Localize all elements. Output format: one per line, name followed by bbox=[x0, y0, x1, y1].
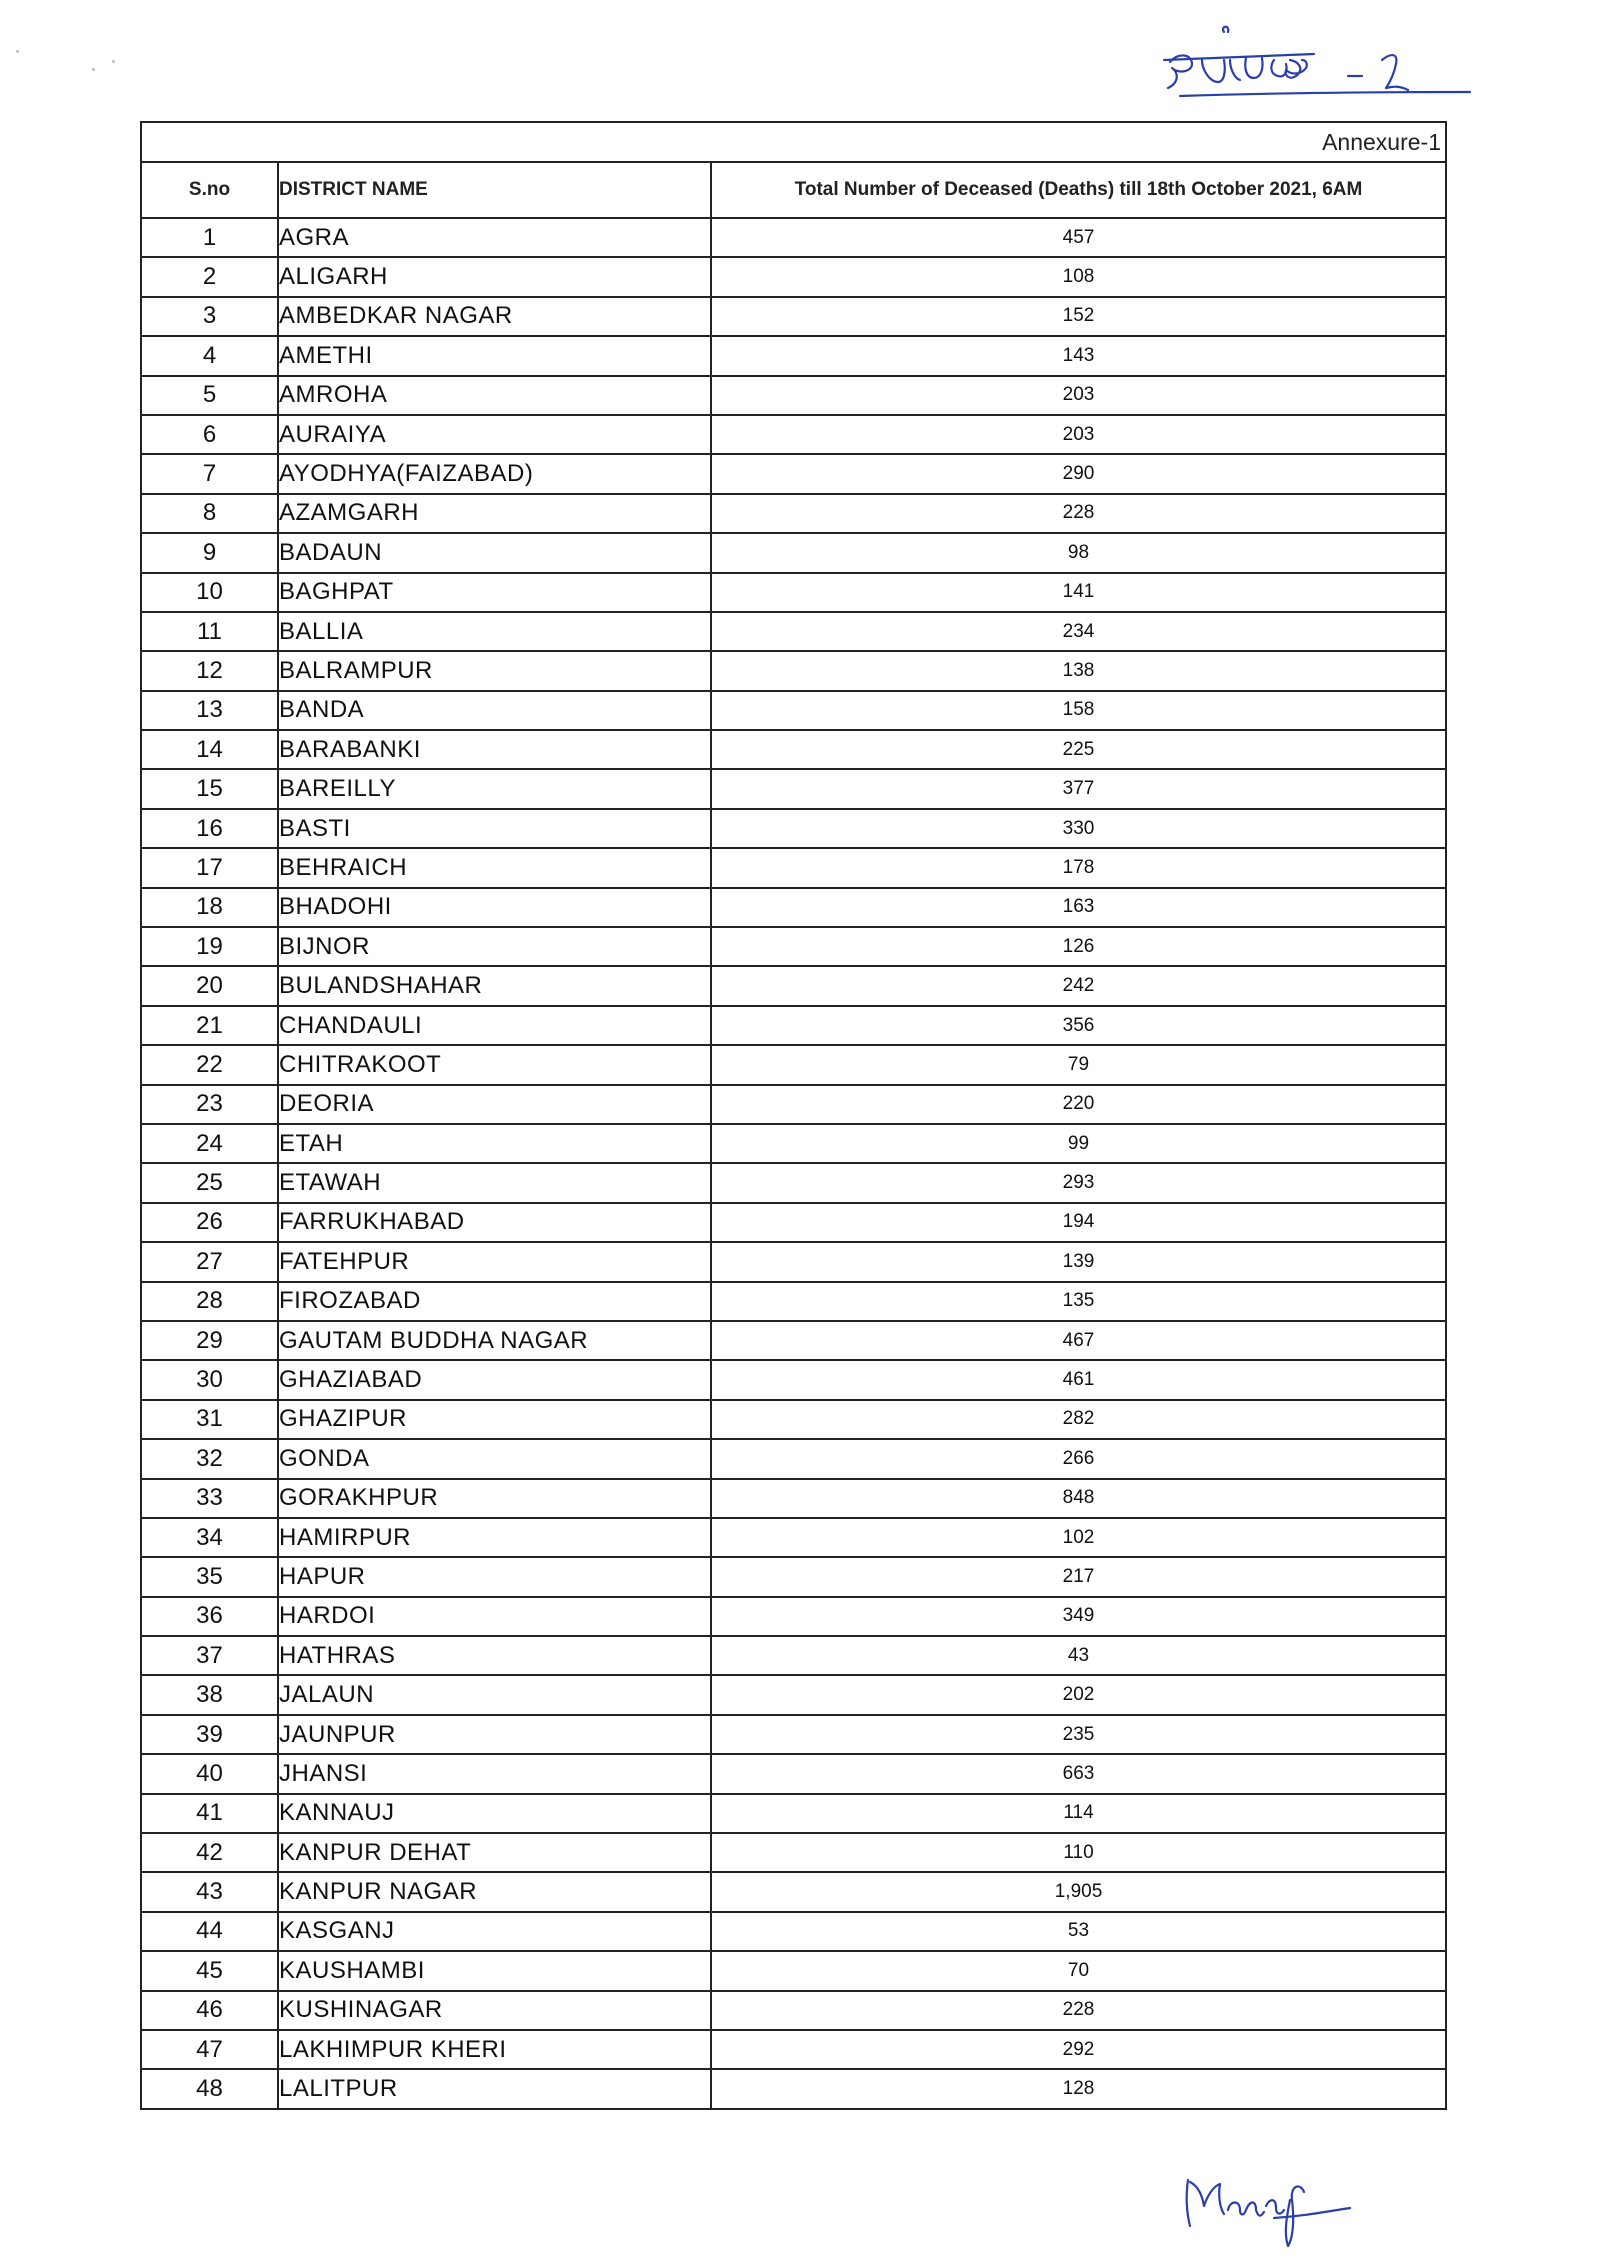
table-row bbox=[142, 2069, 1445, 2108]
cell-total-deaths: 242 bbox=[711, 966, 1445, 1005]
cell-district-name: KANPUR DEHAT bbox=[278, 1833, 711, 1872]
cell-district-name: AZAMGARH bbox=[278, 494, 711, 533]
cell-sno: 4 bbox=[142, 336, 278, 375]
table-row bbox=[142, 376, 1445, 415]
cell-total-deaths: 848 bbox=[711, 1479, 1445, 1518]
cell-total-deaths: 98 bbox=[711, 533, 1445, 572]
table-row bbox=[142, 1124, 1445, 1163]
cell-total-deaths: 53 bbox=[711, 1912, 1445, 1951]
cell-district-name: FATEHPUR bbox=[278, 1242, 711, 1281]
cell-district-name: GHAZIPUR bbox=[278, 1400, 711, 1439]
cell-sno: 33 bbox=[142, 1479, 278, 1518]
cell-sno: 18 bbox=[142, 888, 278, 927]
cell-sno: 14 bbox=[142, 730, 278, 769]
scan-speck bbox=[16, 50, 19, 53]
cell-district-name: BHADOHI bbox=[278, 888, 711, 927]
table-row bbox=[142, 1479, 1445, 1518]
table-row bbox=[142, 533, 1445, 572]
cell-total-deaths: 282 bbox=[711, 1400, 1445, 1439]
cell-district-name: JHANSI bbox=[278, 1754, 711, 1793]
cell-sno: 17 bbox=[142, 848, 278, 887]
cell-sno: 34 bbox=[142, 1518, 278, 1557]
cell-sno: 43 bbox=[142, 1872, 278, 1911]
cell-sno: 16 bbox=[142, 809, 278, 848]
cell-sno: 44 bbox=[142, 1912, 278, 1951]
table-row bbox=[142, 1597, 1445, 1636]
cell-sno: 47 bbox=[142, 2030, 278, 2069]
cell-sno: 23 bbox=[142, 1085, 278, 1124]
cell-sno: 10 bbox=[142, 573, 278, 612]
cell-total-deaths: 126 bbox=[711, 927, 1445, 966]
table-row bbox=[142, 1360, 1445, 1399]
table-row bbox=[142, 415, 1445, 454]
table-row bbox=[142, 1872, 1445, 1911]
table-row bbox=[142, 1045, 1445, 1084]
annexure-label-row bbox=[142, 123, 1445, 163]
cell-total-deaths: 266 bbox=[711, 1439, 1445, 1478]
table-row bbox=[142, 612, 1445, 651]
table-row bbox=[142, 966, 1445, 1005]
table-row bbox=[142, 257, 1445, 296]
cell-total-deaths: 99 bbox=[711, 1124, 1445, 1163]
cell-district-name: KANPUR NAGAR bbox=[278, 1872, 711, 1911]
cell-district-name: BARABANKI bbox=[278, 730, 711, 769]
table-row bbox=[142, 1321, 1445, 1360]
cell-sno: 25 bbox=[142, 1163, 278, 1202]
cell-total-deaths: 203 bbox=[711, 415, 1445, 454]
cell-total-deaths: 292 bbox=[711, 2030, 1445, 2069]
cell-sno: 3 bbox=[142, 297, 278, 336]
cell-district-name: BEHRAICH bbox=[278, 848, 711, 887]
cell-total-deaths: 234 bbox=[711, 612, 1445, 651]
cell-total-deaths: 225 bbox=[711, 730, 1445, 769]
cell-district-name: KANNAUJ bbox=[278, 1794, 711, 1833]
cell-district-name: KUSHINAGAR bbox=[278, 1991, 711, 2030]
cell-total-deaths: 202 bbox=[711, 1675, 1445, 1714]
cell-total-deaths: 128 bbox=[711, 2069, 1445, 2108]
cell-total-deaths: 102 bbox=[711, 1518, 1445, 1557]
cell-sno: 36 bbox=[142, 1597, 278, 1636]
table-row bbox=[142, 809, 1445, 848]
cell-total-deaths: 43 bbox=[711, 1636, 1445, 1675]
cell-total-deaths: 141 bbox=[711, 573, 1445, 612]
cell-sno: 12 bbox=[142, 651, 278, 690]
cell-sno: 40 bbox=[142, 1754, 278, 1793]
table-row bbox=[142, 1754, 1445, 1793]
cell-total-deaths: 228 bbox=[711, 494, 1445, 533]
cell-sno: 28 bbox=[142, 1282, 278, 1321]
table-row bbox=[142, 1242, 1445, 1281]
table-row bbox=[142, 1085, 1445, 1124]
table-row bbox=[142, 1951, 1445, 1990]
table-row bbox=[142, 730, 1445, 769]
cell-district-name: BASTI bbox=[278, 809, 711, 848]
cell-district-name: BALRAMPUR bbox=[278, 651, 711, 690]
table-row bbox=[142, 2030, 1445, 2069]
cell-total-deaths: 194 bbox=[711, 1203, 1445, 1242]
cell-total-deaths: 235 bbox=[711, 1715, 1445, 1754]
cell-sno: 8 bbox=[142, 494, 278, 533]
cell-total-deaths: 228 bbox=[711, 1991, 1445, 2030]
cell-sno: 21 bbox=[142, 1006, 278, 1045]
handwritten-signature bbox=[1170, 2160, 1370, 2250]
annexure-table-sheet bbox=[140, 121, 1447, 2110]
cell-total-deaths: 108 bbox=[711, 257, 1445, 296]
cell-total-deaths: 290 bbox=[711, 454, 1445, 493]
table-body bbox=[142, 218, 1445, 2109]
cell-total-deaths: 143 bbox=[711, 336, 1445, 375]
cell-total-deaths: 135 bbox=[711, 1282, 1445, 1321]
cell-sno: 35 bbox=[142, 1557, 278, 1596]
cell-district-name: BULANDSHAHAR bbox=[278, 966, 711, 1005]
cell-total-deaths: 163 bbox=[711, 888, 1445, 927]
cell-district-name: HAMIRPUR bbox=[278, 1518, 711, 1557]
cell-sno: 39 bbox=[142, 1715, 278, 1754]
table-row bbox=[142, 297, 1445, 336]
table-row bbox=[142, 1439, 1445, 1478]
cell-total-deaths: 158 bbox=[711, 691, 1445, 730]
cell-total-deaths: 377 bbox=[711, 769, 1445, 808]
cell-district-name: GONDA bbox=[278, 1439, 711, 1478]
table-row bbox=[142, 1203, 1445, 1242]
cell-district-name: HARDOI bbox=[278, 1597, 711, 1636]
table-row bbox=[142, 1006, 1445, 1045]
cell-total-deaths: 663 bbox=[711, 1754, 1445, 1793]
table-row bbox=[142, 1400, 1445, 1439]
cell-district-name: BAREILLY bbox=[278, 769, 711, 808]
cell-total-deaths: 203 bbox=[711, 376, 1445, 415]
cell-district-name: JALAUN bbox=[278, 1675, 711, 1714]
cell-district-name: ETAH bbox=[278, 1124, 711, 1163]
cell-total-deaths: 220 bbox=[711, 1085, 1445, 1124]
cell-sno: 24 bbox=[142, 1124, 278, 1163]
cell-sno: 26 bbox=[142, 1203, 278, 1242]
table-row bbox=[142, 494, 1445, 533]
cell-district-name: HAPUR bbox=[278, 1557, 711, 1596]
cell-district-name: GORAKHPUR bbox=[278, 1479, 711, 1518]
cell-district-name: AYODHYA(FAIZABAD) bbox=[278, 454, 711, 493]
cell-sno: 37 bbox=[142, 1636, 278, 1675]
district-deaths-table bbox=[142, 163, 1445, 2110]
header-sno: S.no bbox=[142, 163, 278, 218]
table-row bbox=[142, 1991, 1445, 2030]
cell-total-deaths: 79 bbox=[711, 1045, 1445, 1084]
cell-sno: 32 bbox=[142, 1439, 278, 1478]
cell-total-deaths: 110 bbox=[711, 1833, 1445, 1872]
cell-sno: 5 bbox=[142, 376, 278, 415]
cell-district-name: BALLIA bbox=[278, 612, 711, 651]
cell-total-deaths: 139 bbox=[711, 1242, 1445, 1281]
cell-sno: 2 bbox=[142, 257, 278, 296]
cell-sno: 22 bbox=[142, 1045, 278, 1084]
table-row bbox=[142, 218, 1445, 257]
cell-sno: 46 bbox=[142, 1991, 278, 2030]
cell-sno: 7 bbox=[142, 454, 278, 493]
cell-district-name: AMBEDKAR NAGAR bbox=[278, 297, 711, 336]
cell-district-name: CHITRAKOOT bbox=[278, 1045, 711, 1084]
cell-sno: 42 bbox=[142, 1833, 278, 1872]
table-row bbox=[142, 1163, 1445, 1202]
cell-district-name: AMROHA bbox=[278, 376, 711, 415]
annexure-label: Annexure-1 bbox=[1322, 129, 1441, 155]
cell-district-name: GAUTAM BUDDHA NAGAR bbox=[278, 1321, 711, 1360]
cell-total-deaths: 1,905 bbox=[711, 1872, 1445, 1911]
table-row bbox=[142, 691, 1445, 730]
table-row bbox=[142, 1912, 1445, 1951]
cell-sno: 29 bbox=[142, 1321, 278, 1360]
cell-sno: 41 bbox=[142, 1794, 278, 1833]
cell-district-name: GHAZIABAD bbox=[278, 1360, 711, 1399]
cell-total-deaths: 114 bbox=[711, 1794, 1445, 1833]
header-district-name: DISTRICT NAME bbox=[278, 163, 711, 218]
cell-sno: 9 bbox=[142, 533, 278, 572]
scan-speck bbox=[112, 60, 115, 63]
table-row bbox=[142, 888, 1445, 927]
cell-district-name: HATHRAS bbox=[278, 1636, 711, 1675]
cell-district-name: JAUNPUR bbox=[278, 1715, 711, 1754]
cell-district-name: ETAWAH bbox=[278, 1163, 711, 1202]
cell-district-name: ALIGARH bbox=[278, 257, 711, 296]
handwritten-annexure-note bbox=[1150, 20, 1480, 110]
cell-total-deaths: 138 bbox=[711, 651, 1445, 690]
cell-sno: 31 bbox=[142, 1400, 278, 1439]
cell-total-deaths: 349 bbox=[711, 1597, 1445, 1636]
scan-speck bbox=[92, 68, 95, 71]
cell-sno: 30 bbox=[142, 1360, 278, 1399]
cell-total-deaths: 330 bbox=[711, 809, 1445, 848]
cell-district-name: AGRA bbox=[278, 218, 711, 257]
cell-sno: 45 bbox=[142, 1951, 278, 1990]
cell-district-name: LALITPUR bbox=[278, 2069, 711, 2108]
cell-sno: 19 bbox=[142, 927, 278, 966]
cell-sno: 38 bbox=[142, 1675, 278, 1714]
table-row bbox=[142, 651, 1445, 690]
cell-district-name: FIROZABAD bbox=[278, 1282, 711, 1321]
cell-district-name: AURAIYA bbox=[278, 415, 711, 454]
cell-district-name: BANDA bbox=[278, 691, 711, 730]
table-row bbox=[142, 1282, 1445, 1321]
table-row bbox=[142, 1833, 1445, 1872]
cell-sno: 13 bbox=[142, 691, 278, 730]
table-row bbox=[142, 1636, 1445, 1675]
cell-district-name: FARRUKHABAD bbox=[278, 1203, 711, 1242]
cell-district-name: LAKHIMPUR KHERI bbox=[278, 2030, 711, 2069]
table-row bbox=[142, 1715, 1445, 1754]
cell-district-name: AMETHI bbox=[278, 336, 711, 375]
cell-total-deaths: 70 bbox=[711, 1951, 1445, 1990]
table-row bbox=[142, 454, 1445, 493]
table-row bbox=[142, 769, 1445, 808]
cell-total-deaths: 467 bbox=[711, 1321, 1445, 1360]
cell-district-name: BADAUN bbox=[278, 533, 711, 572]
cell-district-name: DEORIA bbox=[278, 1085, 711, 1124]
table-row bbox=[142, 1794, 1445, 1833]
cell-total-deaths: 457 bbox=[711, 218, 1445, 257]
cell-total-deaths: 356 bbox=[711, 1006, 1445, 1045]
table-row bbox=[142, 336, 1445, 375]
cell-district-name: KASGANJ bbox=[278, 1912, 711, 1951]
cell-sno: 15 bbox=[142, 769, 278, 808]
cell-sno: 1 bbox=[142, 218, 278, 257]
cell-total-deaths: 178 bbox=[711, 848, 1445, 887]
table-header-row bbox=[142, 163, 1445, 218]
table-row bbox=[142, 1557, 1445, 1596]
cell-district-name: BIJNOR bbox=[278, 927, 711, 966]
table-row bbox=[142, 1518, 1445, 1557]
cell-sno: 20 bbox=[142, 966, 278, 1005]
cell-district-name: KAUSHAMBI bbox=[278, 1951, 711, 1990]
table-row bbox=[142, 848, 1445, 887]
cell-total-deaths: 461 bbox=[711, 1360, 1445, 1399]
table-row bbox=[142, 1675, 1445, 1714]
header-total-deaths: Total Number of Deceased (Deaths) till 18th October 2021, 6AM bbox=[711, 163, 1445, 218]
cell-total-deaths: 217 bbox=[711, 1557, 1445, 1596]
cell-district-name: CHANDAULI bbox=[278, 1006, 711, 1045]
cell-sno: 6 bbox=[142, 415, 278, 454]
table-row bbox=[142, 927, 1445, 966]
cell-total-deaths: 293 bbox=[711, 1163, 1445, 1202]
table-row bbox=[142, 573, 1445, 612]
cell-sno: 48 bbox=[142, 2069, 278, 2108]
cell-sno: 27 bbox=[142, 1242, 278, 1281]
cell-sno: 11 bbox=[142, 612, 278, 651]
cell-district-name: BAGHPAT bbox=[278, 573, 711, 612]
cell-total-deaths: 152 bbox=[711, 297, 1445, 336]
